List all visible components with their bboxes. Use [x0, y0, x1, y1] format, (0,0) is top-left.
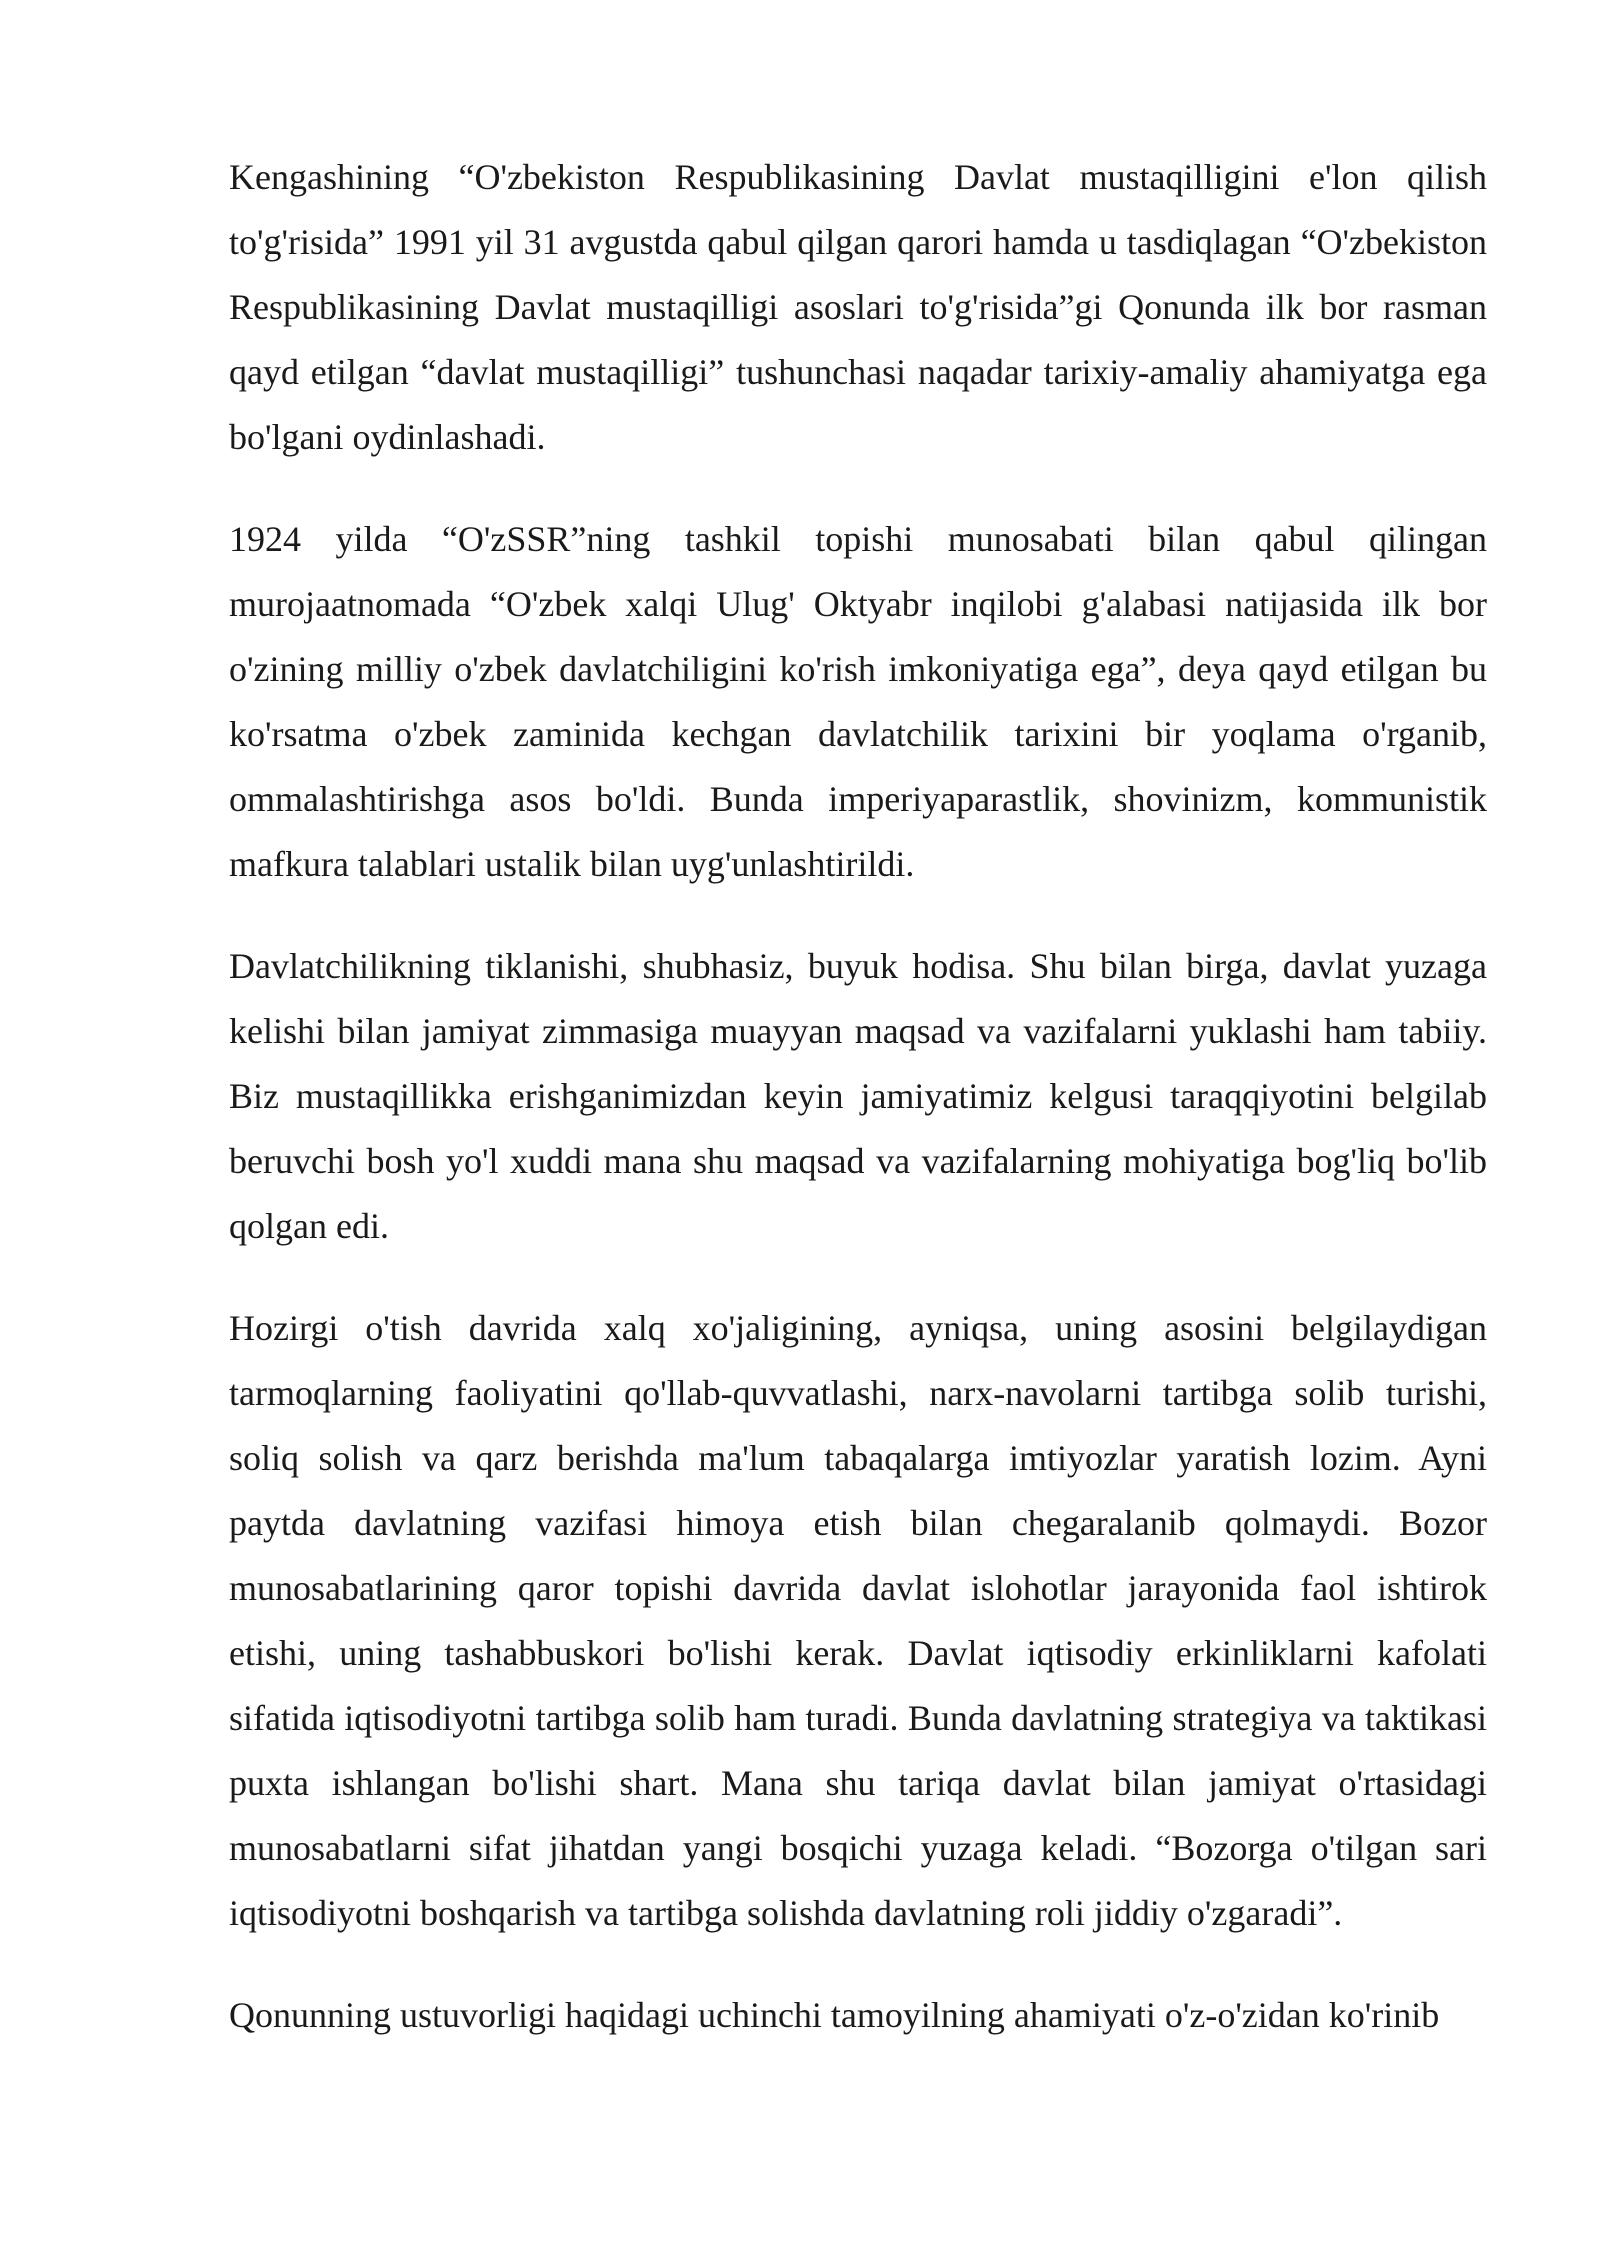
document-body [229, 145, 1487, 2048]
paragraph-2: 1924 yilda “O'zSSR”ning tashkil topishi munosabati bilan qabul qilingan murojaatnomada “O'zbek xalqi Ulug' Oktyabr inqilobi g'alabasi natijasida ilk bor o'zining milliy o'zbek davlatchiligini ko'rish imkoniyatiga ega”, deya qayd etilgan bu ko'rsatma o'zbek zaminida kechgan davlatchilik tarixini bir yoqlama o'rganib, ommalashtirishga asos bo'ldi. Bunda imperiyaparastlik, shovinizm, kommunistik mafkura talablari ustalik bilan uyg'unlashtirildi. [229, 519, 1487, 884]
paragraph-3: Davlatchilikning tiklanishi, shubhasiz, buyuk hodisa. Shu bilan birga, davlat yuzaga kelishi bilan jamiyat zimmasiga muayyan maqsad va vazifalarni yuklashi ham tabiiy. Biz mustaqillikka erishganimizdan keyin jamiyatimiz kelgusi taraqqiyotini belgilab beruvchi bosh yo'l xuddi mana shu maqsad va vazifalarning mohiyatiga bog'liq bo'lib qolgan edi. [229, 946, 1487, 1246]
paragraph-5: Qonunning ustuvorligi haqidagi uchinchi tamoyilning ahamiyati o'z-o'zidan ko'rinib [229, 1995, 1440, 2035]
paragraph-1: Kengashining “O'zbekiston Respublikasining Davlat mustaqilligini e'lon qilish to'g'risida” 1991 yil 31 avgustda qabul qilgan qarori hamda u tasdiqlagan “O'zbekiston Respublikasining Davlat mustaqilligi asoslari to'g'risida”gi Qonunda ilk bor rasman qayd etilgan “davlat mustaqilligi” tushunchasi naqadar tarixiy-amaliy ahamiyatga ega bo'lgani oydinlashadi. [229, 157, 1487, 457]
paragraph-4: Hozirgi o'tish davrida xalq xo'jaligining, ayniqsa, uning asosini belgilaydigan tarmoqlarning faoliyatini qo'llab-quvvatlashi, narx-navolarni tartibga solib turishi, soliq solish va qarz berishda ma'lum tabaqalarga imtiyozlar yaratish lozim. Ayni paytda davlatning vazifasi himoya etish bilan chegaralanib qolmaydi. Bozor munosabatlarining qaror topishi davrida davlat islohotlar jarayonida faol ishtirok etishi, uning tashabbuskori bo'lishi kerak. Davlat iqtisodiy erkinliklarni kafolati sifatida iqtisodiyotni tartibga solib ham turadi. Bunda davlatning strategiya va taktikasi puxta ishlangan bo'lishi shart. Mana shu tariqa davlat bilan jamiyat o'rtasidagi munosabatlarni sifat jihatdan yangi bosqichi yuzaga keladi. “Bozorga o'tilgan sari iqtisodiyotni boshqarish va tartibga solishda davlatning roli jiddiy o'zgaradi”. [229, 1308, 1487, 1933]
